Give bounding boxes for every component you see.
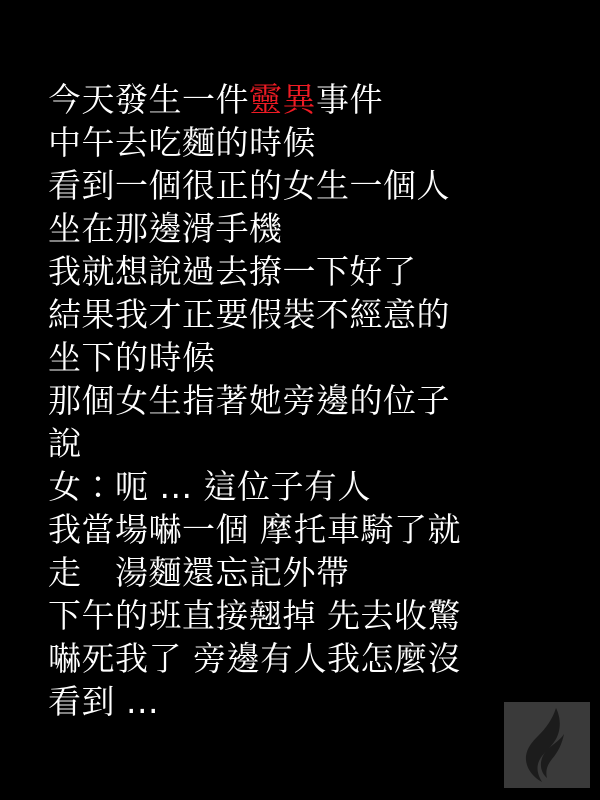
- post-text-run: 看到一個很正的女生一個人: [48, 166, 450, 205]
- figure-silhouette-icon: [512, 706, 582, 784]
- post-text-run: 女：呃 ... 這位子有人: [48, 467, 371, 506]
- post-line: [48, 465, 578, 508]
- post-line: [48, 207, 578, 250]
- highlighted-text: 靈異: [249, 80, 316, 119]
- post-text-run: 我就想說過去撩一下好了: [48, 252, 417, 291]
- post-line: [48, 164, 578, 207]
- post-text-run: 事件: [316, 80, 383, 119]
- post-text-run: 下午的班直接翹掉 先去收驚: [48, 596, 461, 635]
- post-line: [48, 508, 578, 551]
- post-line: [48, 379, 578, 422]
- post-text-run: 看到 ...: [48, 682, 159, 721]
- watermark-badge: [504, 702, 590, 788]
- post-line: [48, 121, 578, 164]
- post-line: [48, 336, 578, 379]
- post-line: [48, 293, 578, 336]
- post-text-run: 走 湯麵還忘記外帶: [48, 553, 350, 592]
- post-line: [48, 78, 578, 121]
- post-text-run: 今天發生一件: [48, 80, 249, 119]
- post-text-run: 坐在那邊滑手機: [48, 209, 283, 248]
- post-text-run: 我當場嚇一個 摩托車騎了就: [48, 510, 461, 549]
- post-text-run: 中午去吃麵的時候: [48, 123, 316, 162]
- post-text-run: 結果我才正要假裝不經意的: [48, 295, 450, 334]
- post-line: [48, 637, 578, 680]
- post-line: [48, 551, 578, 594]
- post-line: [48, 422, 578, 465]
- post-text-run: 嚇死我了 旁邊有人我怎麼沒: [48, 639, 461, 678]
- post-text-run: 說: [48, 424, 82, 463]
- post-text-run: 坐下的時候: [48, 338, 216, 377]
- post-text-run: 那個女生指著她旁邊的位子: [48, 381, 450, 420]
- post-line: [48, 250, 578, 293]
- post-text: [48, 78, 578, 723]
- post-line: [48, 594, 578, 637]
- post-line: [48, 680, 578, 723]
